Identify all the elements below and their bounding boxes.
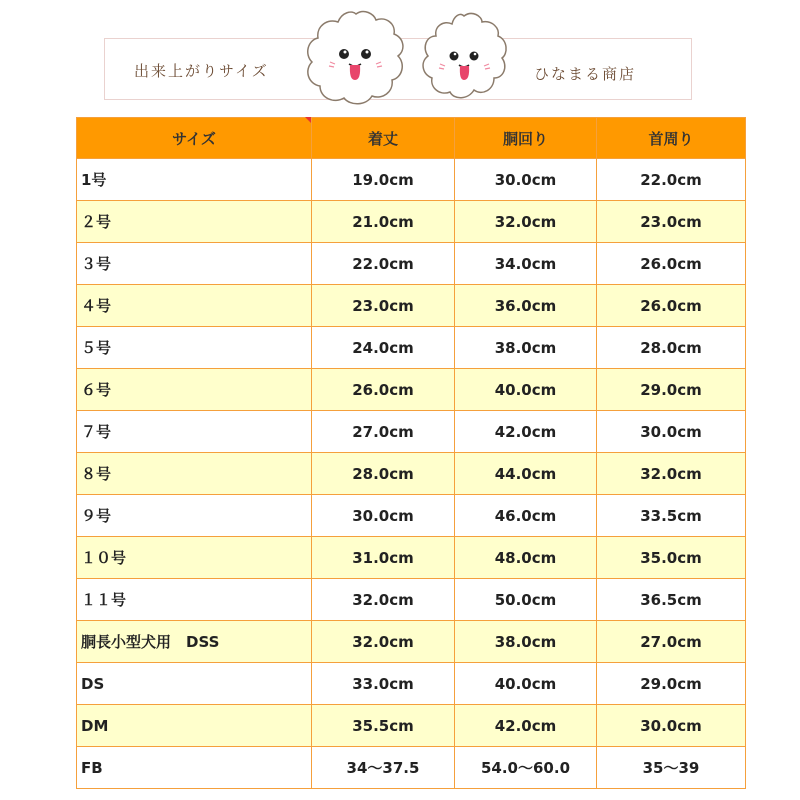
chest-cell: 38.0cm: [455, 621, 597, 663]
table-row: [77, 369, 746, 411]
neck-cell: 26.0cm: [597, 243, 746, 285]
size-cell: FB: [77, 747, 312, 789]
size-cell: DS: [77, 663, 312, 705]
table-row: [77, 411, 746, 453]
cell-comment-marker: [305, 117, 311, 123]
size-cell: 胴長小型犬用 DSS: [77, 621, 312, 663]
shop-name: ひなまる商店: [534, 65, 637, 83]
table-header-row: [77, 118, 746, 159]
size-cell: ４号: [77, 285, 312, 327]
size-cell: ２号: [77, 201, 312, 243]
table-row: [77, 453, 746, 495]
table-row: [77, 201, 746, 243]
chest-cell: 40.0cm: [455, 369, 597, 411]
neck-cell: 27.0cm: [597, 621, 746, 663]
size-cell: ６号: [77, 369, 312, 411]
size-cell: ５号: [77, 327, 312, 369]
size-cell: １１号: [77, 579, 312, 621]
length-cell: 32.0cm: [312, 579, 455, 621]
chest-cell: 38.0cm: [455, 327, 597, 369]
length-cell: 22.0cm: [312, 243, 455, 285]
size-cell: ８号: [77, 453, 312, 495]
neck-cell: 22.0cm: [597, 159, 746, 201]
length-cell: 24.0cm: [312, 327, 455, 369]
table-row: [77, 747, 746, 789]
length-cell: 23.0cm: [312, 285, 455, 327]
mascot-fluffy-icon: [416, 8, 512, 104]
table-row: [77, 663, 746, 705]
length-cell: 19.0cm: [312, 159, 455, 201]
length-cell: 27.0cm: [312, 411, 455, 453]
size-cell: ７号: [77, 411, 312, 453]
length-cell: 35.5cm: [312, 705, 455, 747]
length-cell: 30.0cm: [312, 495, 455, 537]
size-cell: １０号: [77, 537, 312, 579]
size-chart-table: [76, 117, 746, 789]
header-length: 着丈: [312, 118, 455, 159]
neck-cell: 36.5cm: [597, 579, 746, 621]
table-row: [77, 579, 746, 621]
size-cell: DM: [77, 705, 312, 747]
neck-cell: 30.0cm: [597, 411, 746, 453]
header-neck: 首周り: [597, 118, 746, 159]
banner-title: 出来上がりサイズ: [134, 62, 269, 80]
header-size: サイズ: [77, 118, 312, 159]
neck-cell: 28.0cm: [597, 327, 746, 369]
table-row: [77, 495, 746, 537]
chest-cell: 46.0cm: [455, 495, 597, 537]
neck-cell: 23.0cm: [597, 201, 746, 243]
chest-cell: 50.0cm: [455, 579, 597, 621]
size-cell: ３号: [77, 243, 312, 285]
neck-cell: 30.0cm: [597, 705, 746, 747]
length-cell: 32.0cm: [312, 621, 455, 663]
chest-cell: 48.0cm: [455, 537, 597, 579]
length-cell: 34～37.5: [312, 747, 455, 789]
chest-cell: 40.0cm: [455, 663, 597, 705]
length-cell: 26.0cm: [312, 369, 455, 411]
neck-cell: 32.0cm: [597, 453, 746, 495]
neck-cell: 35.0cm: [597, 537, 746, 579]
table-body: [77, 159, 746, 789]
neck-cell: 33.5cm: [597, 495, 746, 537]
chest-cell: 36.0cm: [455, 285, 597, 327]
table-row: [77, 243, 746, 285]
neck-cell: 35～39: [597, 747, 746, 789]
chest-cell: 32.0cm: [455, 201, 597, 243]
size-cell: 1号: [77, 159, 312, 201]
chest-cell: 42.0cm: [455, 411, 597, 453]
table-row: [77, 537, 746, 579]
chest-cell: 30.0cm: [455, 159, 597, 201]
neck-cell: 29.0cm: [597, 369, 746, 411]
chest-cell: 44.0cm: [455, 453, 597, 495]
table-row: [77, 705, 746, 747]
length-cell: 21.0cm: [312, 201, 455, 243]
chest-cell: 34.0cm: [455, 243, 597, 285]
neck-cell: 29.0cm: [597, 663, 746, 705]
length-cell: 33.0cm: [312, 663, 455, 705]
table-row: [77, 621, 746, 663]
chest-cell: 42.0cm: [455, 705, 597, 747]
mascot-fluffy-icon: [302, 8, 410, 108]
header-chest: 胴回り: [455, 118, 597, 159]
table-row: [77, 327, 746, 369]
length-cell: 31.0cm: [312, 537, 455, 579]
chest-cell: 54.0～60.0: [455, 747, 597, 789]
table-row: [77, 159, 746, 201]
neck-cell: 26.0cm: [597, 285, 746, 327]
length-cell: 28.0cm: [312, 453, 455, 495]
size-cell: ９号: [77, 495, 312, 537]
table-row: [77, 285, 746, 327]
